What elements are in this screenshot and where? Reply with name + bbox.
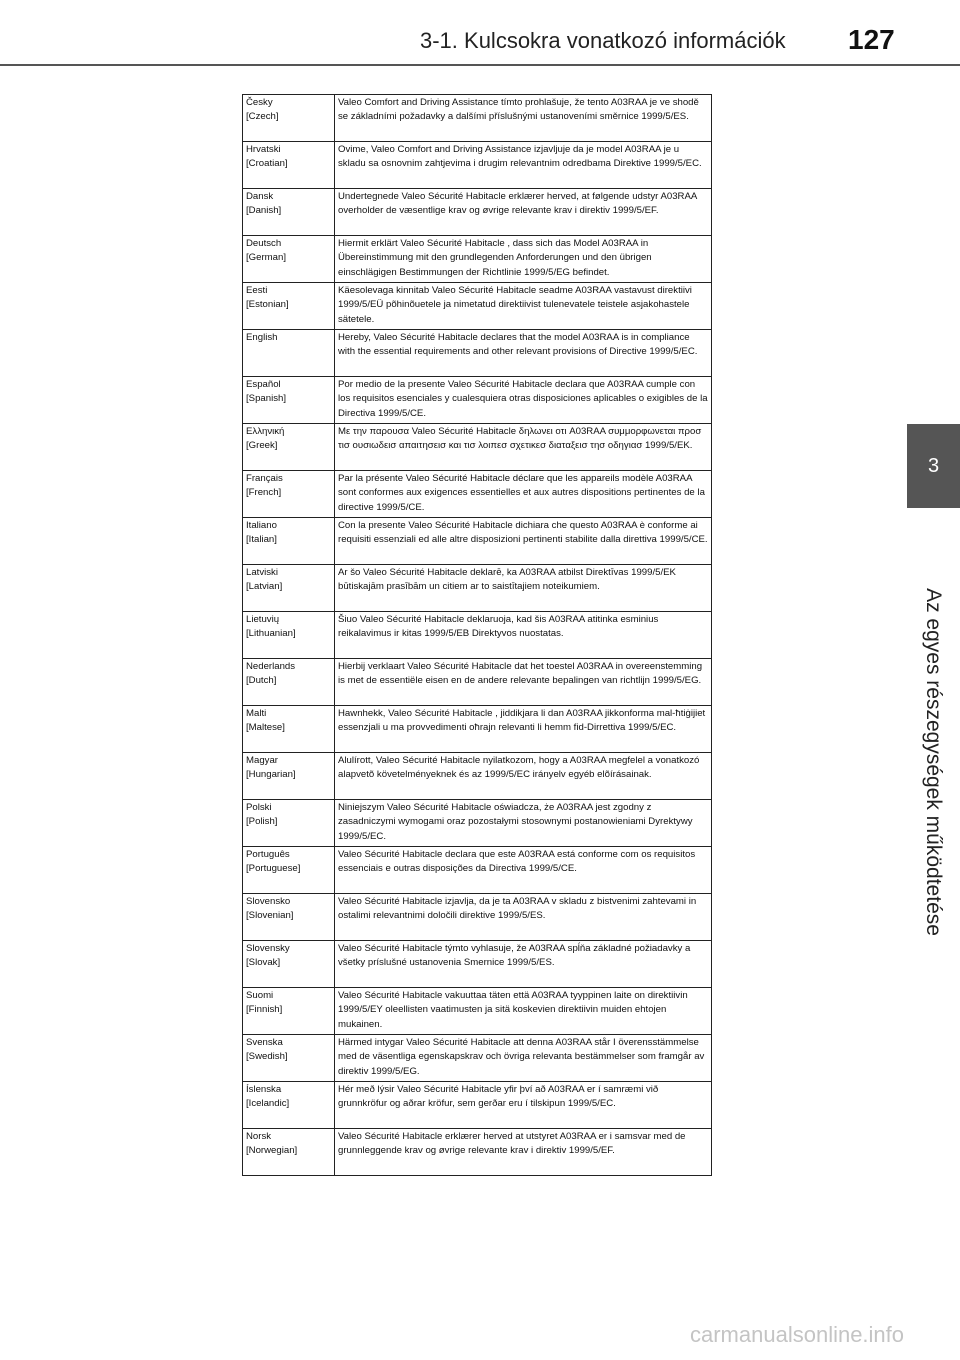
table-row [243, 1082, 712, 1129]
language-cell [243, 612, 335, 659]
language-cell [243, 1035, 335, 1082]
language-cell [243, 988, 335, 1035]
language-english-name: [Greek] [246, 440, 278, 452]
language-cell [243, 236, 335, 283]
table-row [243, 941, 712, 988]
declaration-table [242, 94, 712, 1176]
table-row [243, 236, 712, 283]
declaration-text: Valeo Sécurité Habitacle izjavlja, da je ta A03RAA v skladu z bistvenimi zahtevami in ostalimi relevantnimi določili direktive 1999/5/ES. [335, 894, 712, 941]
table-row [243, 189, 712, 236]
language-english-name: [Lithuanian] [246, 628, 296, 640]
watermark: carmanualsonline.info [690, 1322, 905, 1347]
declaration-text: Undertegnede Valeo Sécurité Habitacle erklærer herved, at følgende udstyr A03RAA overholder de væsentlige krav og øvrige relevante krav i direktiv 1999/5/EF. [335, 189, 712, 236]
declaration-text: Niniejszym Valeo Sécurité Habitacle oświadcza, że A03RAA jest zgodny z zasadniczymi wymogami oraz pozostałymi stosownymi postanowieniami Dyrektywy 1999/5/EC. [335, 800, 712, 847]
language-cell [243, 894, 335, 941]
language-english-name: [Swedish] [246, 1051, 288, 1063]
language-name: Svenska [246, 1037, 283, 1048]
language-cell [243, 95, 335, 142]
language-name: Ελληνική [246, 426, 285, 437]
declaration-text: Valeo Sécurité Habitacle erklærer herved at utstyret A03RAA er i samsvar med de grunnleggende krav og øvrige relevante krav i direktiv 1999/5/EF. [335, 1129, 712, 1176]
language-cell [243, 941, 335, 988]
language-name: Latviski [246, 567, 278, 578]
declaration-table-body [243, 95, 712, 1176]
language-name: English [246, 332, 278, 343]
language-name: Norsk [246, 1131, 272, 1142]
table-row [243, 1129, 712, 1176]
language-english-name: [Czech] [246, 111, 279, 123]
section-side-title: Az egyes részegységek működtetése [922, 588, 945, 936]
language-name: Deutsch [246, 238, 282, 249]
language-name: Nederlands [246, 661, 296, 672]
declaration-text: Valeo Sécurité Habitacle týmto vyhlasuje, že A03RAA spĺňa základné požiadavky a všetky príslušné ustanovenia Smernice 1999/5/ES. [335, 941, 712, 988]
language-name: Íslenska [246, 1084, 282, 1095]
language-english-name: [French] [246, 487, 282, 499]
declaration-text: Con la presente Valeo Sécurité Habitacle dichiara che questo A03RAA è conforme ai requisiti essenziali ed alle altre disposizioni pertinenti stabilite dalla direttiva 1999/5/CE. [335, 518, 712, 565]
language-english-name: [Hungarian] [246, 769, 296, 781]
language-english-name: [German] [246, 252, 286, 264]
language-english-name: [Dutch] [246, 675, 277, 687]
language-cell [243, 142, 335, 189]
declaration-text: Šiuo Valeo Sécurité Habitacle deklaruoja, kad šis A03RAA atitinka esminius reikalavimus ir kitas 1999/5/EB Direktyvos nuostatas. [335, 612, 712, 659]
table-row [243, 283, 712, 330]
language-cell [243, 800, 335, 847]
language-name: Dansk [246, 191, 274, 202]
language-cell [243, 706, 335, 753]
language-name: Malti [246, 708, 267, 719]
language-english-name: [Norwegian] [246, 1145, 298, 1157]
table-row [243, 988, 712, 1035]
declaration-text: Hiermit erklärt Valeo Sécurité Habitacle , dass sich das Model A03RAA in Übereinstimmung mit den grundlegenden Anforderungen und den übrigen einschlägigen Bestimmungen der Richtlinie 1999/5/EG befindet. [335, 236, 712, 283]
table-row [243, 800, 712, 847]
table-row [243, 706, 712, 753]
table-row [243, 565, 712, 612]
language-english-name: [Spanish] [246, 393, 287, 405]
table-row [243, 1035, 712, 1082]
table-row [243, 612, 712, 659]
language-name: Lietuvių [246, 614, 280, 625]
chapter-number: 3 [927, 454, 940, 477]
language-cell [243, 847, 335, 894]
language-name: Magyar [246, 755, 278, 766]
language-english-name: [Italian] [246, 534, 277, 546]
language-cell [243, 518, 335, 565]
language-english-name: [Maltese] [246, 722, 285, 734]
language-english-name: [Icelandic] [246, 1098, 290, 1110]
table-row [243, 659, 712, 706]
declaration-text: Hierbij verklaart Valeo Sécurité Habitacle dat het toestel A03RAA in overeenstemming is met de essentiële eisen en de andere relevante bepalingen van richtlijn 1999/5/EG. [335, 659, 712, 706]
language-cell [243, 753, 335, 800]
language-name: Slovensky [246, 943, 290, 954]
language-cell [243, 424, 335, 471]
language-cell [243, 377, 335, 424]
declaration-text: Valeo Sécurité Habitacle declara que este A03RAA está conforme com os requisitos essenciais e outras disposições da Directiva 1999/5/CE. [335, 847, 712, 894]
declaration-text: Ovime, Valeo Comfort and Driving Assistance izjavljuje da je model A03RAA je u skladu sa osnovnim zahtjevima i drugim relevantnim odredbama Direktive 1999/5/EC. [335, 142, 712, 189]
table-row [243, 95, 712, 142]
language-name: Español [246, 379, 281, 390]
language-cell [243, 1082, 335, 1129]
page-header-title: 3-1. Kulcsokra vonatkozó információk [420, 28, 786, 53]
declaration-text: Käesolevaga kinnitab Valeo Sécurité Habitacle seadme A03RAA vastavust direktiivi 1999/5/EÜ põhinõuetele ja nimetatud direktiivist tulenevatele teistele asjakohastele sätetele. [335, 283, 712, 330]
table-row [243, 424, 712, 471]
language-name: Eesti [246, 285, 268, 296]
language-name: Suomi [246, 990, 274, 1001]
language-name: Polski [246, 802, 272, 813]
language-name: Português [246, 849, 290, 860]
page-number: 127 [848, 24, 895, 55]
table-row [243, 471, 712, 518]
language-english-name: [Estonian] [246, 299, 289, 311]
chapter-tab [907, 424, 960, 508]
language-name: Hrvatski [246, 144, 281, 155]
table-row [243, 377, 712, 424]
declaration-text: Alulírott, Valeo Sécurité Habitacle nyilatkozom, hogy a A03RAA megfelel a vonatkozó alapvetõ követelményeknek és az 1999/5/EC irányelv egyéb elõírásainak. [335, 753, 712, 800]
language-cell [243, 330, 335, 377]
language-name: Italiano [246, 520, 277, 531]
language-name: Slovensko [246, 896, 291, 907]
declaration-text: Ar šo Valeo Sécurité Habitacle deklarē, ka A03RAA atbilst Direktīvas 1999/5/EK būtiskajām prasībām un citiem ar to saistītajiem noteikumiem. [335, 565, 712, 612]
declaration-text: Härmed intygar Valeo Sécurité Habitacle att denna A03RAA står I överensstämmelse med de väsentliga egenskapskrav och övriga relevanta bestämmelser som framgår av direktiv 1999/5/EG. [335, 1035, 712, 1082]
declaration-text: Por medio de la presente Valeo Sécurité Habitacle declara que A03RAA cumple con los requisitos esenciales y cualesquiera otras disposiciones aplicables o exigibles de la Directiva 1999/5/CE. [335, 377, 712, 424]
declaration-text: Valeo Sécurité Habitacle vakuuttaa täten että A03RAA tyyppinen laite on direktiivin 1999/5/EY oleellisten vaatimusten ja sitä koskevien direktiivin muiden ehtojen mukainen. [335, 988, 712, 1035]
language-cell [243, 471, 335, 518]
language-name: Česky [246, 97, 273, 108]
declaration-text: Valeo Comfort and Driving Assistance tímto prohlašuje, že tento A03RAA je ve shodě se základními požadavky a dalšími příslušnými ustanoveními směrnice 1999/5/ES. [335, 95, 712, 142]
language-english-name: [Finnish] [246, 1004, 283, 1016]
declaration-text: Par la présente Valeo Sécurité Habitacle déclare que les appareils modèle A03RAA sont conformes aux exigences essentielles et aux autres dispositions pertinentes de la directive 1999/5/CE. [335, 471, 712, 518]
language-cell [243, 565, 335, 612]
language-cell [243, 283, 335, 330]
table-row [243, 142, 712, 189]
language-english-name: [Slovak] [246, 957, 281, 969]
declaration-text: Hawnhekk, Valeo Sécurité Habitacle , jiddikjara li dan A03RAA jikkonforma mal-ħtiġijiet essenzjali u ma provvedimenti oħrajn relevanti li hemm fid-Dirrettiva 1999/5/EC. [335, 706, 712, 753]
table-row [243, 847, 712, 894]
language-english-name: [Slovenian] [246, 910, 294, 922]
table-row [243, 518, 712, 565]
language-cell [243, 659, 335, 706]
table-row [243, 330, 712, 377]
declaration-text: Hereby, Valeo Sécurité Habitacle declares that the model A03RAA is in compliance with the essential requirements and other relevant provisions of Directive 1999/5/EC. [335, 330, 712, 377]
language-english-name: [Danish] [246, 205, 282, 217]
declaration-text: Hér með lýsir Valeo Sécurité Habitacle yfir því að A03RAA er í samræmi við grunnkröfur og aðrar kröfur, sem gerðar eru í tilskipun 1999/5/EC. [335, 1082, 712, 1129]
header-divider [0, 64, 960, 66]
language-english-name: [Latvian] [246, 581, 283, 593]
table-row [243, 753, 712, 800]
declaration-text: Με την παρουσα Valeo Sécurité Habitacle δηλωνει οτι A03RAA συμμορφωνεται προσ τισ ουσιωδεισ απαιτησεισ και τισ λοιπεσ σχετικεσ διαταξεισ τησ οδηγιασ 1999/5/ΕΚ. [335, 424, 712, 471]
table-row [243, 894, 712, 941]
language-cell [243, 1129, 335, 1176]
language-english-name: [Portuguese] [246, 863, 301, 875]
language-english-name: [Croatian] [246, 158, 288, 170]
language-cell [243, 189, 335, 236]
language-name: Français [246, 473, 283, 484]
language-english-name: [Polish] [246, 816, 278, 828]
